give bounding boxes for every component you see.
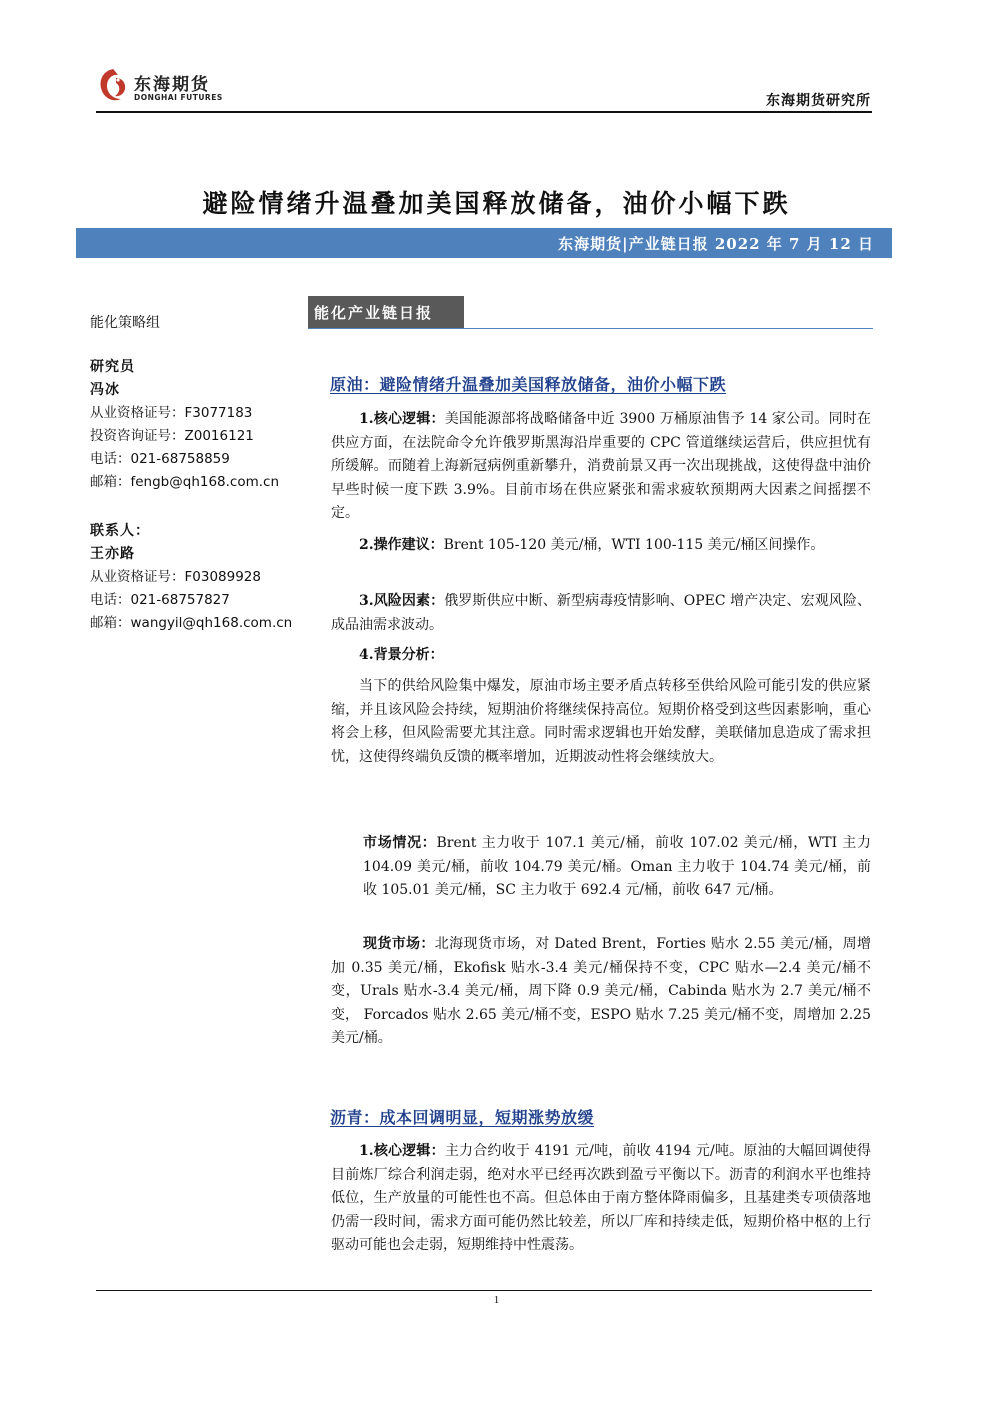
crude-background-label: 4.背景分析： (359, 647, 444, 663)
crude-background-text: 当下的供给风险集中爆发，原油市场主要矛盾点转移至供给风险可能引发的供应紧缩，并且该风险会持续，短期油价将继续保持高位。短期价格受到这些因素影响，重心将会上移，但风险需要尤其注意。同时需求逻辑也开始发酵，美联储加息造成了需求担忧，这使得终端负反馈的概率增加，近期波动性将会继续放大。 (331, 678, 871, 765)
crude-background-heading (331, 644, 871, 668)
crude-advice-text: Brent 105-120 美元/桶，WTI 100-115 美元/桶区间操作。 (443, 537, 825, 553)
contact-email-row: 邮箱：wangyil@qh168.com.cn (90, 615, 293, 631)
researcher-phone-row: 电话：021-68758859 (90, 451, 230, 467)
crude-market-text: Brent 主力收于 107.1 美元/桶，前收 107.02 美元/桶，WTI 主力 104.09 美元/桶，前收 104.79 美元/桶。Oman 主力收于 104.74 美元/桶，前收 105.01 美元/桶，SC 主力收于 692.4 元/桶，前收 647 元/桶。 (363, 835, 872, 898)
tag-underline (308, 328, 873, 329)
report-type-tag (308, 296, 464, 328)
crude-core-logic-text: 美国能源部将战略储备中近 3900 万桶原油售予 14 家公司。同时在供应方面，在法院命令允许俄罗斯黑海沿岸重要的 CPC 管道继续运营后，供应担忧有所缓解。而随着上海新冠病例重新攀升，消费前景又再一次出现挑战，这使得盘中油价早些时候一度下跌 3.9%。目前市场在供应紧张和需求疲软预期两大因素之间摇摆不定。 (331, 411, 871, 521)
researcher-block (90, 356, 279, 494)
crude-risk-label: 3.风险因素： (359, 593, 445, 609)
contact-label: 联系人： (90, 523, 150, 539)
report-title: 避险情绪升温叠加美国释放储备，油价小幅下跌 (202, 189, 791, 218)
page-number: 1 (493, 1294, 500, 1306)
crude-risk-text: 俄罗斯供应中断、新型病毒疫情影响、OPEC 增产决定、宏观风险、成品油需求波动。 (331, 593, 871, 633)
crude-advice (331, 534, 871, 558)
crude-spot-label: 现货市场： (363, 936, 435, 952)
crude-spot-text: 北海现货市场，对 Dated Brent，Forties 贴水 2.55 美元/桶，周增加 0.35 美元/桶，Ekofisk 贴水-3.4 美元/桶保持不变，CPC 贴水—2.4 美元/桶不变，Urals 贴水-3.4 美元/桶，周下降 0.9 美元/桶，Cabinda 贴水为 2.7 美元/桶不变， Forcados 贴水 2.65 美元/桶不变，ESPO 贴水 7.25 美元/桶不变，周增加 2.25 美元/桶。 (331, 936, 871, 1046)
contact-phone-row: 电话：021-68757827 (90, 592, 230, 608)
institute-name: 东海期货研究所 (766, 93, 871, 109)
report-type-label: 能化产业链日报 (314, 304, 434, 322)
crude-advice-label: 2.操作建议： (359, 537, 444, 553)
asphalt-core-logic-text: 主力合约收于 4191 元/吨，前收 4194 元/吨。原油的大幅回调使得目前炼厂综合利润走弱，绝对水平已经再次跌到盈亏平衡以下。沥青的利润水平也维持低位，生产放量的可能性也不高。但总体由于南方整体降雨偏多，且基建类专项债落地仍需一段时间，需求方面可能仍然比较差，所以厂库和持续走低，短期价格中枢的上行驱动可能也会走弱，短期维持中性震荡。 (331, 1143, 871, 1253)
company-logo (96, 66, 236, 110)
researcher-email-row: 邮箱：fengb@qh168.com.cn (90, 474, 280, 490)
header-divider (96, 111, 872, 113)
crude-market-label: 市场情况： (363, 835, 437, 851)
crude-risk (331, 590, 871, 637)
logo-text-cn: 东海期货 (134, 75, 210, 95)
asphalt-core-logic-label: 1.核心逻辑： (359, 1143, 445, 1159)
contact-cert-row: 从业资格证号：F03089928 (90, 569, 261, 585)
crude-spot (331, 933, 871, 1051)
banner-text: 东海期货|产业链日报 2022 年 7 月 12 日 (558, 235, 874, 253)
researcher-cert-row: 从业资格证号：F3077183 (90, 405, 253, 421)
crude-core-logic (331, 408, 871, 526)
logo-text-en: DONGHAI FUTURES (134, 93, 223, 102)
dragon-emblem-icon (96, 66, 130, 106)
researcher-name: 冯冰 (90, 382, 120, 398)
footer-divider (96, 1290, 872, 1291)
asphalt-core-logic (331, 1140, 871, 1258)
crude-market (363, 832, 871, 903)
contact-name: 王亦路 (90, 546, 135, 562)
strategy-group: 能化策略组 (90, 315, 160, 331)
researcher-label: 研究员 (90, 359, 135, 375)
asphalt-section-title: 沥青：成本回调明显，短期涨势放缓 (330, 1108, 595, 1127)
contact-block (90, 520, 292, 635)
report-banner (76, 228, 892, 258)
crude-core-logic-label: 1.核心逻辑： (359, 411, 445, 427)
researcher-consult-row: 投资咨询证号：Z0016121 (90, 428, 254, 444)
crude-section-title: 原油：避险情绪升温叠加美国释放储备，油价小幅下跌 (330, 375, 727, 394)
